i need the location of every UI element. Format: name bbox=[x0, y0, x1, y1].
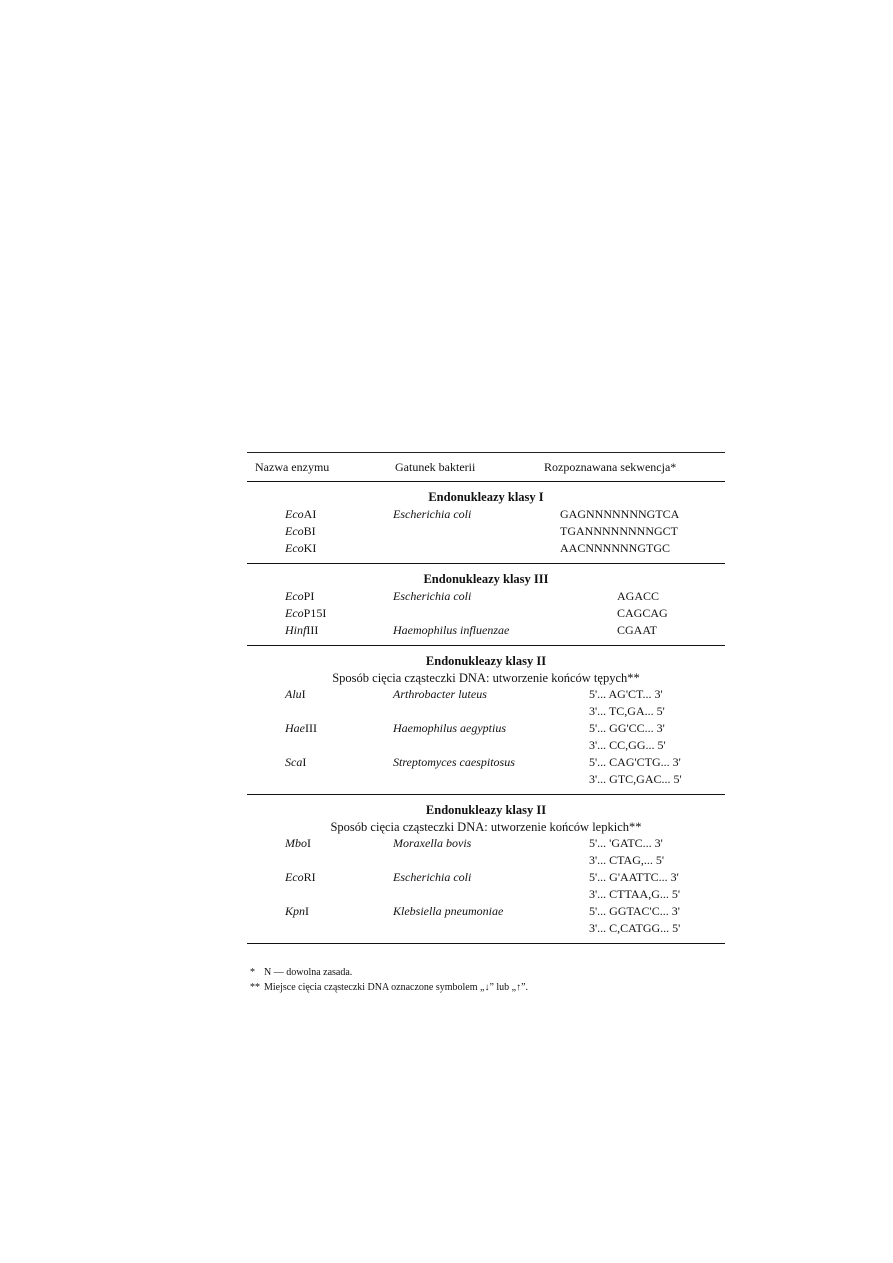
table-row bbox=[247, 686, 725, 703]
enzyme-name-genus: Eco bbox=[285, 524, 304, 538]
recognition-sequence: 3'... CTAG,... 5' bbox=[589, 853, 665, 867]
recognition-sequence: 5'... 'GATC... 3' bbox=[589, 836, 663, 850]
enzyme-name-suffix: P15I bbox=[303, 606, 327, 620]
enzyme-name-genus: Eco bbox=[285, 541, 304, 555]
table-row bbox=[247, 720, 725, 737]
enzyme-name-genus: Mbo bbox=[285, 836, 307, 850]
enzyme-name bbox=[285, 523, 316, 540]
table-row bbox=[247, 903, 725, 920]
enzyme-name-suffix: PI bbox=[303, 589, 315, 603]
recognition-sequence: GAGNNNNNNNGTCA bbox=[560, 507, 680, 521]
footnote-mark: ** bbox=[250, 982, 260, 993]
footnote-text: N — dowolna zasada. bbox=[264, 967, 353, 978]
table-row bbox=[247, 852, 725, 869]
enzyme-name bbox=[285, 835, 311, 852]
section-title: Endonukleazy klasy III bbox=[423, 572, 549, 586]
bacteria-species: Haemophilus aegyptius bbox=[393, 721, 506, 735]
enzyme-name-genus: Kpn bbox=[285, 904, 306, 918]
restriction-enzymes-table bbox=[247, 452, 725, 944]
enzyme-name bbox=[285, 588, 314, 605]
table-section bbox=[247, 795, 725, 943]
recognition-sequence: CAGCAG bbox=[617, 606, 668, 620]
recognition-sequence: 5'... GG'CC... 3' bbox=[589, 721, 665, 735]
header-enzyme-name: Nazwa enzymu bbox=[255, 460, 330, 474]
table-row bbox=[247, 622, 725, 639]
section-title: Endonukleazy klasy II bbox=[425, 803, 547, 817]
enzyme-name bbox=[285, 506, 316, 523]
enzyme-name-suffix: I bbox=[307, 836, 311, 850]
table-row bbox=[247, 540, 725, 557]
enzyme-name bbox=[285, 622, 318, 639]
enzyme-name-genus: Hae bbox=[285, 721, 305, 735]
recognition-sequence: 5'... CAG'CTG... 3' bbox=[589, 755, 681, 769]
footnote-text: Miejsce cięcia cząsteczki DNA oznaczone symbolem „↓” lub „↑”. bbox=[264, 982, 529, 993]
enzyme-name-suffix: RI bbox=[303, 870, 316, 884]
enzyme-name bbox=[285, 605, 326, 622]
enzyme-name-genus: Alu bbox=[285, 687, 302, 701]
recognition-sequence: AGACC bbox=[617, 589, 660, 603]
bacteria-species: Arthrobacter luteus bbox=[393, 687, 487, 701]
recognition-sequence: AACNNNNNNGTGC bbox=[560, 541, 670, 555]
recognition-sequence: 3'... TC,GA... 5' bbox=[589, 704, 665, 718]
enzyme-name-genus: Eco bbox=[285, 589, 304, 603]
section-title: Endonukleazy klasy II bbox=[425, 654, 547, 668]
enzyme-name bbox=[285, 720, 317, 737]
bacteria-species: Haemophilus influenzae bbox=[393, 623, 510, 637]
recognition-sequence: 5'... AG'CT... 3' bbox=[589, 687, 663, 701]
enzyme-name-genus: Eco bbox=[285, 870, 304, 884]
footnote-mark: * bbox=[250, 967, 255, 978]
recognition-sequence: CGAAT bbox=[617, 623, 658, 637]
enzyme-name-genus: Eco bbox=[285, 606, 304, 620]
bacteria-species: Escherichia coli bbox=[393, 589, 472, 603]
recognition-sequence: TGANNNNNNNNGCT bbox=[560, 524, 678, 538]
table-row bbox=[247, 754, 725, 771]
table-body bbox=[247, 482, 725, 943]
header-bacteria-species: Gatunek bakterii bbox=[395, 460, 476, 474]
recognition-sequence: 3'... CC,GG... 5' bbox=[589, 738, 666, 752]
enzyme-name-genus: Eco bbox=[285, 507, 304, 521]
section-subtitle: Sposób cięcia cząsteczki DNA: utworzenie końców lepkich** bbox=[330, 820, 642, 834]
table-header-row bbox=[247, 453, 725, 481]
enzyme-name-suffix: I bbox=[305, 904, 310, 918]
bacteria-species: Moraxella bovis bbox=[393, 836, 472, 850]
table-section bbox=[247, 646, 725, 794]
table-row bbox=[247, 605, 725, 622]
enzyme-name-suffix: III bbox=[306, 623, 319, 637]
table-row bbox=[247, 703, 725, 720]
recognition-sequence: 3'... CTTAA,G... 5' bbox=[589, 887, 681, 901]
enzyme-name-suffix: AI bbox=[303, 507, 317, 521]
table-row bbox=[247, 869, 725, 886]
recognition-sequence: 3'... GTC,GAC... 5' bbox=[589, 772, 682, 786]
bacteria-species: Klebsiella pneumoniae bbox=[393, 904, 504, 918]
enzyme-name bbox=[285, 869, 316, 886]
table-row bbox=[247, 506, 725, 523]
footnotes bbox=[250, 965, 528, 995]
recognition-sequence: 5'... G'AATTC... 3' bbox=[589, 870, 679, 884]
footnote bbox=[250, 965, 528, 980]
table-section bbox=[247, 564, 725, 645]
enzyme-name-suffix: I bbox=[302, 755, 307, 769]
enzyme-name-genus: Hinf bbox=[285, 623, 307, 637]
enzyme-name bbox=[285, 754, 306, 771]
table-row bbox=[247, 886, 725, 903]
enzyme-name-suffix: KI bbox=[303, 541, 317, 555]
recognition-sequence: 3'... C,CATGG... 5' bbox=[589, 921, 681, 935]
enzyme-name-suffix: I bbox=[301, 687, 306, 701]
bacteria-species: Escherichia coli bbox=[393, 507, 472, 521]
enzyme-name bbox=[285, 686, 306, 703]
enzyme-name bbox=[285, 540, 316, 557]
table-row bbox=[247, 771, 725, 788]
table-section bbox=[247, 482, 725, 563]
enzyme-name-suffix: III bbox=[305, 721, 317, 735]
table-row bbox=[247, 523, 725, 540]
table-bottom-rule bbox=[247, 943, 725, 944]
section-title: Endonukleazy klasy I bbox=[428, 490, 544, 504]
table-row bbox=[247, 737, 725, 754]
header-recognition-sequence: Rozpoznawana sekwencja* bbox=[544, 460, 677, 474]
table-row bbox=[247, 835, 725, 852]
table-row bbox=[247, 920, 725, 937]
footnote bbox=[250, 980, 528, 995]
bacteria-species: Streptomyces caespitosus bbox=[393, 755, 515, 769]
section-subtitle: Sposób cięcia cząsteczki DNA: utworzenie końców tępych** bbox=[332, 671, 640, 685]
enzyme-name-suffix: BI bbox=[303, 524, 316, 538]
enzyme-name-genus: Sca bbox=[285, 755, 303, 769]
bacteria-species: Escherichia coli bbox=[393, 870, 472, 884]
table-row bbox=[247, 588, 725, 605]
recognition-sequence: 5'... GGTAC'C... 3' bbox=[589, 904, 680, 918]
enzyme-name bbox=[285, 903, 309, 920]
